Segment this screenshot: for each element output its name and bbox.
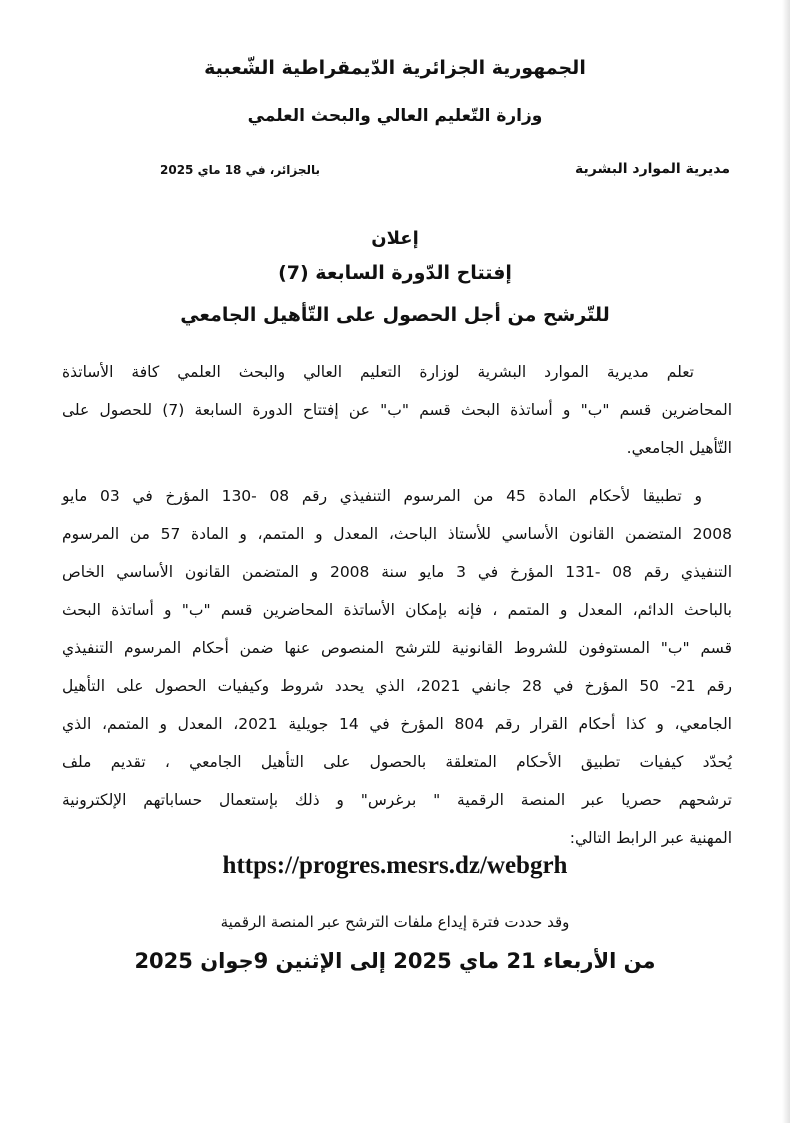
paragraph-line: 2008 المتضمن القانون الأساسي للأستاذ الباحث، المعدل و المتمم، و المادة 57 من المرسوم	[62, 525, 733, 543]
ministry-heading: وزارة التّعليم العالي والبحث العلمي	[247, 106, 543, 126]
paragraph-line: المهنية عبر الرابط التالي:	[569, 829, 732, 847]
paragraph-line: قسم "ب" المستوفون للشروط القانونية للترشح المنصوص عنها ضمن أحكام المرسوم التنفيذي	[62, 639, 732, 657]
directorate-label: مديرية الموارد البشرية	[575, 161, 730, 177]
paragraph-line: المحاضرين قسم "ب" و أساتذة البحث قسم "ب" عن إفتتاح الدورة السابعة (7) للحصول على	[62, 401, 732, 419]
paragraph-line: و تطبيقا لأحكام المادة 45 من المرسوم التنفيذي رقم 08 -130 المؤرخ في 03 مايو	[62, 487, 702, 505]
header-meta-row	[160, 161, 730, 185]
deadline-period: من الأربعاء 21 ماي 2025 إلى الإثنين 9جوان 2025	[134, 949, 656, 973]
paragraph-line: بالباحث الدائم، المعدل و المتمم ، فإنه بإمكان الأساتذة المحاضرين قسم "ب" و أساتذة البحث	[62, 601, 732, 619]
paragraph-line: التنفيذي رقم 08 -131 المؤرخ في 3 مايو سنة 2008 و المتضمن القانون الأساسي الخاص	[62, 563, 733, 581]
subject-title: للتّرشح من أجل الحصول على التّأهيل الجامعي	[180, 304, 610, 326]
paragraph-line: يُحدّد كيفيات تطبيق الأحكام المتعلقة بالحصول على التأهيل الجامعي ، تقديم ملف	[62, 753, 732, 771]
place-date: بالجزائر، في 18 ماي 2025	[160, 163, 321, 177]
republic-heading: الجمهورية الجزائرية الدّيمقراطية الشّعبية	[204, 57, 586, 79]
paragraph-line: ترشحهم حصريا عبر المنصة الرقمية " برغرس" و ذلك بإستعمال حساباتهم الإلكترونية	[62, 791, 732, 809]
intro-paragraph	[62, 353, 732, 467]
paragraph-line: التّأهيل الجامعي.	[626, 439, 732, 457]
paragraph-line: الجامعي، و كذا أحكام القرار رقم 804 المؤرخ في 14 جويلية 2021، المعدل و المتمم، الذي	[62, 715, 732, 733]
paragraph-line: تعلم مديرية الموارد البشرية لوزارة التعليم العالي والبحث العلمي كافة الأساتذة	[62, 363, 694, 381]
announcement-title: إعلان	[371, 228, 419, 249]
application-link[interactable]: https://progres.mesrs.dz/webgrh	[222, 852, 568, 879]
page-edge-shadow	[782, 0, 790, 1123]
session-title: إفتتاح الدّورة السابعة (7)	[278, 262, 512, 284]
paragraph-line: رقم 21- 50 المؤرخ في 28 جانفي 2021، الذي يحدد شروط وكيفيات الحصول على التأهيل	[62, 677, 732, 695]
deadline-note: وقد حددت فترة إيداع ملفات الترشح عبر المنصة الرقمية	[220, 913, 570, 931]
legal-paragraph	[62, 477, 732, 857]
